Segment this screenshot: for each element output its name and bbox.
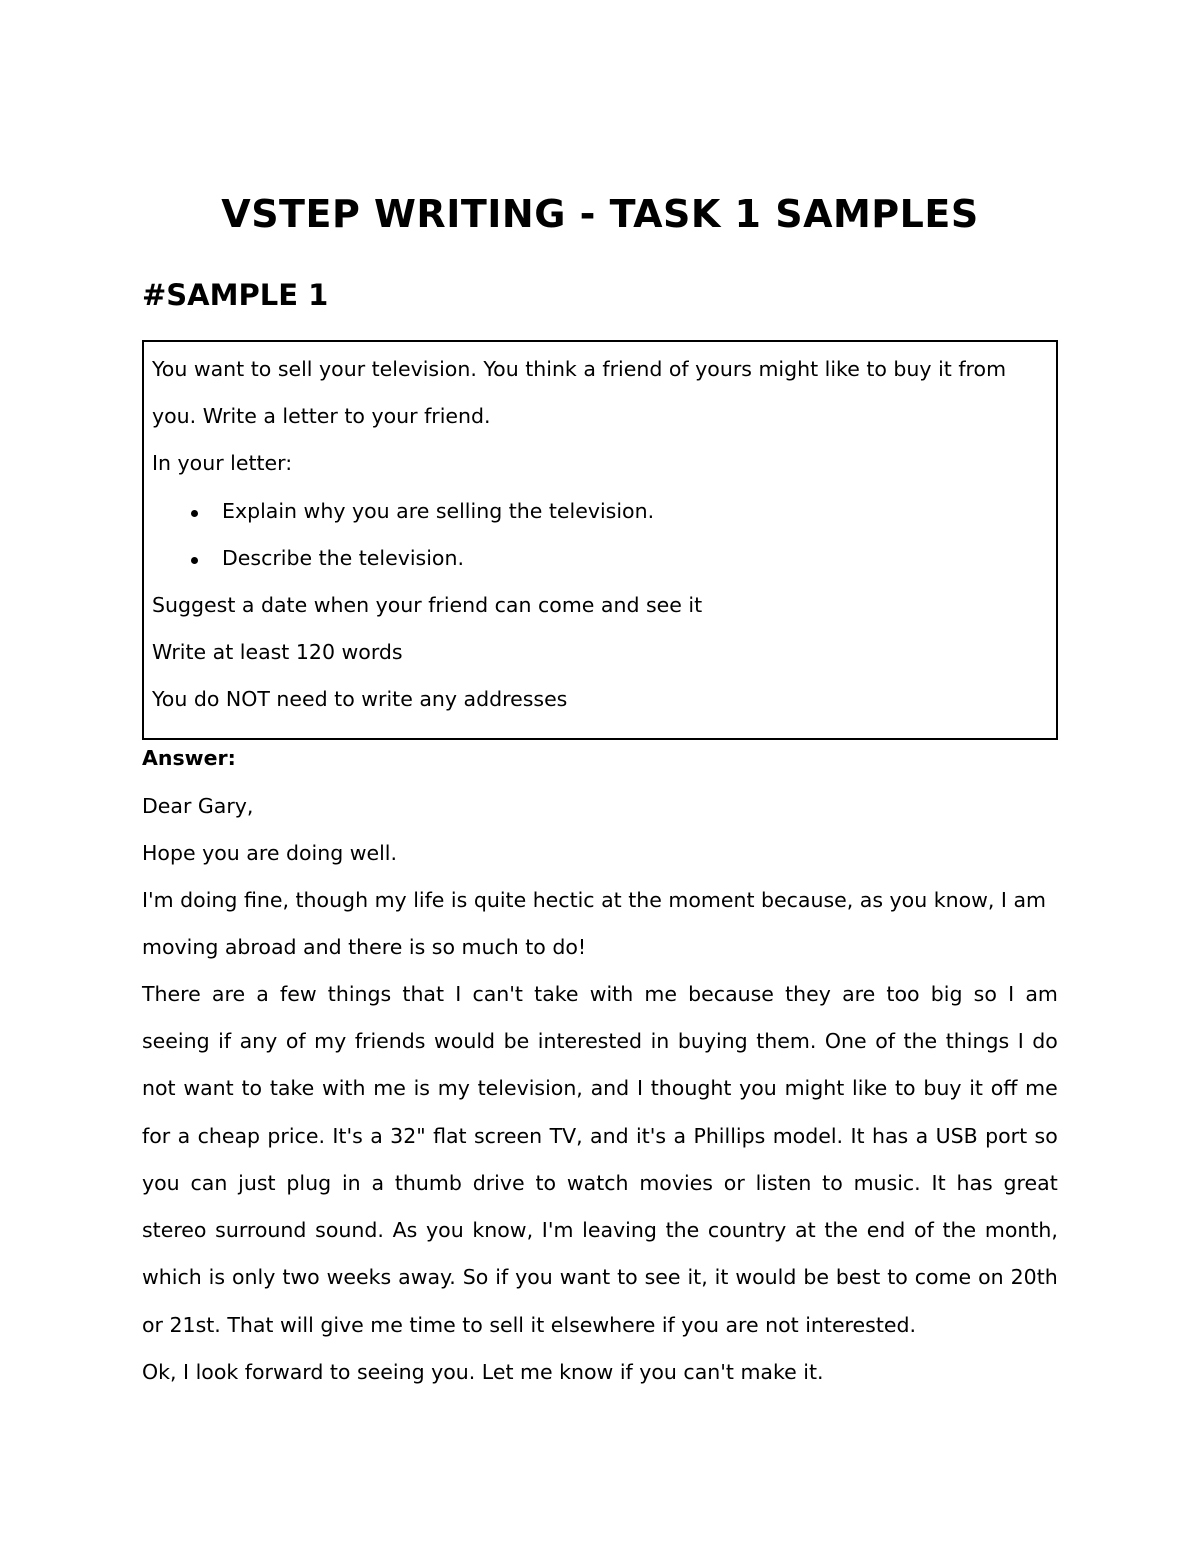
letter-closing: Ok, I look forward to seeing you. Let me know if you can't make it. — [142, 1360, 824, 1384]
word: I'm — [541, 1218, 574, 1242]
word: are — [842, 982, 876, 1006]
word: at — [795, 1218, 816, 1242]
word: model. — [772, 1123, 844, 1148]
word: country — [707, 1218, 787, 1242]
word: you — [426, 1218, 464, 1242]
word: plug — [286, 1170, 332, 1195]
word: my — [314, 1029, 347, 1054]
task-line-6: You do NOT need to write any addresses — [152, 687, 568, 711]
word: in — [341, 1170, 361, 1195]
word: for — [142, 1123, 171, 1148]
word: can't — [472, 982, 523, 1006]
word: want — [559, 1265, 611, 1290]
word: and — [590, 1076, 630, 1101]
word: like — [852, 1076, 888, 1101]
word: to — [894, 1076, 916, 1101]
word: can — [190, 1170, 228, 1195]
word: you — [142, 1170, 180, 1195]
word: take — [269, 1076, 315, 1101]
word: in — [650, 1029, 670, 1054]
word: As — [392, 1218, 418, 1242]
word: things — [945, 1029, 1010, 1054]
word: if — [495, 1265, 509, 1290]
word: leaving — [582, 1218, 657, 1242]
word: Phillips — [693, 1123, 766, 1148]
task-prompt-box — [142, 340, 1058, 740]
bullet-dot-icon — [191, 557, 198, 564]
word: so — [973, 982, 997, 1006]
word: cheap — [197, 1123, 261, 1148]
word: has — [956, 1170, 993, 1195]
word: with — [321, 1076, 366, 1101]
word: only — [232, 1265, 276, 1290]
word: to — [617, 1265, 638, 1290]
word: a — [256, 982, 269, 1006]
word: listen — [755, 1170, 812, 1195]
word: thumb — [394, 1170, 462, 1195]
word: buying — [677, 1029, 748, 1054]
letter-paragraph-2-line — [142, 1026, 1058, 1056]
task-bullet-1: Explain why you are selling the television. — [222, 499, 655, 523]
word: month, — [984, 1218, 1058, 1242]
word: be — [803, 1265, 829, 1290]
word: do — [1032, 1029, 1058, 1054]
word: you — [515, 1265, 553, 1290]
word: too — [886, 982, 920, 1006]
word: thought — [650, 1076, 732, 1101]
word: to — [887, 1265, 908, 1290]
word: might — [784, 1076, 845, 1101]
word: just — [238, 1170, 276, 1195]
word: am — [1025, 982, 1058, 1006]
task-bullet-2: Describe the television. — [222, 546, 464, 570]
word: take — [534, 982, 579, 1006]
word: is — [413, 1076, 430, 1101]
word: the — [824, 1218, 858, 1242]
word: see — [644, 1265, 681, 1290]
word: a — [915, 1123, 929, 1148]
word: music. — [853, 1170, 921, 1195]
word: screen — [474, 1123, 543, 1148]
word: watch — [566, 1170, 629, 1195]
word: best — [835, 1265, 881, 1290]
letter-paragraph-2-line — [142, 1215, 1058, 1245]
word: of — [875, 1029, 895, 1054]
letter-paragraph-2-line — [142, 1168, 1058, 1198]
word: are — [211, 982, 246, 1006]
word: the — [942, 1218, 977, 1242]
word: two — [282, 1265, 320, 1290]
word: to — [535, 1170, 557, 1195]
word: be — [503, 1029, 530, 1054]
word: if — [218, 1029, 232, 1054]
word: end — [866, 1218, 906, 1242]
word: a — [371, 1170, 385, 1195]
word: me — [644, 982, 677, 1006]
task-line-2: you. Write a letter to your friend. — [152, 404, 491, 428]
word: a — [177, 1123, 191, 1148]
answer-label: Answer: — [142, 746, 236, 770]
word: the — [903, 1029, 938, 1054]
word: is — [208, 1265, 226, 1290]
word: it's — [636, 1123, 667, 1148]
word: a — [673, 1123, 687, 1148]
word: to — [241, 1076, 263, 1101]
word: off — [990, 1076, 1018, 1101]
word: I — [455, 982, 462, 1006]
word: It — [931, 1170, 946, 1195]
word: on — [978, 1265, 1004, 1290]
word: interested — [537, 1029, 643, 1054]
word: It — [850, 1123, 865, 1148]
letter-opening: Hope you are doing well. — [142, 841, 398, 865]
word: price. — [267, 1123, 325, 1148]
word: flat — [433, 1123, 467, 1148]
word: any — [239, 1029, 278, 1054]
word: because — [688, 982, 774, 1006]
word: 32" — [390, 1123, 426, 1148]
word: great — [1003, 1170, 1058, 1195]
word: movies — [639, 1170, 713, 1195]
word: you — [739, 1076, 777, 1101]
word: drive — [472, 1170, 525, 1195]
word: port — [985, 1123, 1028, 1148]
task-line-4: Suggest a date when your friend can come and see it — [152, 593, 703, 617]
bullet-dot-icon — [191, 510, 198, 517]
word: them. — [756, 1029, 817, 1054]
word: to — [822, 1170, 843, 1195]
word: stereo — [142, 1218, 207, 1242]
word: I — [1017, 1029, 1024, 1054]
word: seeing — [142, 1029, 210, 1054]
word: So — [462, 1265, 489, 1290]
word: it — [714, 1265, 729, 1290]
sample-heading: #SAMPLE 1 — [142, 278, 329, 312]
word: There — [142, 982, 201, 1006]
word: know, — [472, 1218, 534, 1242]
word: the — [665, 1218, 700, 1242]
word: away. — [398, 1265, 456, 1290]
word: One — [824, 1029, 867, 1054]
word: it — [969, 1076, 983, 1101]
word: sound. — [315, 1218, 384, 1242]
word: It's — [332, 1123, 363, 1148]
letter-paragraph-1-line-1: I'm doing fine, though my life is quite hectic at the moment because, as you know, I am — [142, 888, 1047, 912]
word: it, — [687, 1265, 708, 1290]
word: would — [735, 1265, 797, 1290]
letter-paragraph-2-line — [142, 1262, 1058, 1292]
task-line-1: You want to sell your television. You think a friend of yours might like to buy it from — [152, 357, 1007, 381]
word: friends — [354, 1029, 426, 1054]
letter-greeting: Dear Gary, — [142, 794, 254, 818]
word: they — [785, 982, 831, 1006]
word: want — [183, 1076, 234, 1101]
word: has — [871, 1123, 909, 1148]
word: few — [280, 982, 317, 1006]
word: would — [434, 1029, 496, 1054]
word: my — [437, 1076, 470, 1101]
letter-paragraph-2-line — [142, 979, 1058, 1009]
word: 20th — [1010, 1265, 1058, 1290]
word: I — [636, 1076, 643, 1101]
letter-paragraph-2-last-line: or 21st. That will give me time to sell it elsewhere if you are not interested. — [142, 1313, 917, 1337]
word: surround — [215, 1218, 307, 1242]
word: USB — [935, 1123, 978, 1148]
word: a — [370, 1123, 383, 1148]
task-line-5: Write at least 120 words — [152, 640, 403, 664]
word: things — [327, 982, 392, 1006]
letter-paragraph-2-line — [142, 1073, 1058, 1103]
word: buy — [923, 1076, 962, 1101]
word: TV, — [549, 1123, 583, 1148]
word: I — [1008, 982, 1015, 1006]
word: come — [914, 1265, 972, 1290]
word: that — [402, 982, 445, 1006]
word: weeks — [326, 1265, 392, 1290]
task-line-3: In your letter: — [152, 451, 293, 475]
word: television, — [477, 1076, 583, 1101]
letter-paragraph-2-line — [142, 1121, 1058, 1151]
word: me — [373, 1076, 406, 1101]
word: of — [914, 1218, 934, 1242]
word: which — [142, 1265, 202, 1290]
letter-paragraph-1-line-2: moving abroad and there is so much to do! — [142, 935, 587, 959]
word: and — [590, 1123, 629, 1148]
word: with — [589, 982, 634, 1006]
word: or — [723, 1170, 745, 1195]
word: of — [285, 1029, 306, 1054]
word: me — [1025, 1076, 1058, 1101]
word: so — [1034, 1123, 1058, 1148]
page-title: VSTEP WRITING - TASK 1 SAMPLES — [221, 192, 979, 236]
word: not — [142, 1076, 176, 1101]
word: big — [930, 982, 963, 1006]
